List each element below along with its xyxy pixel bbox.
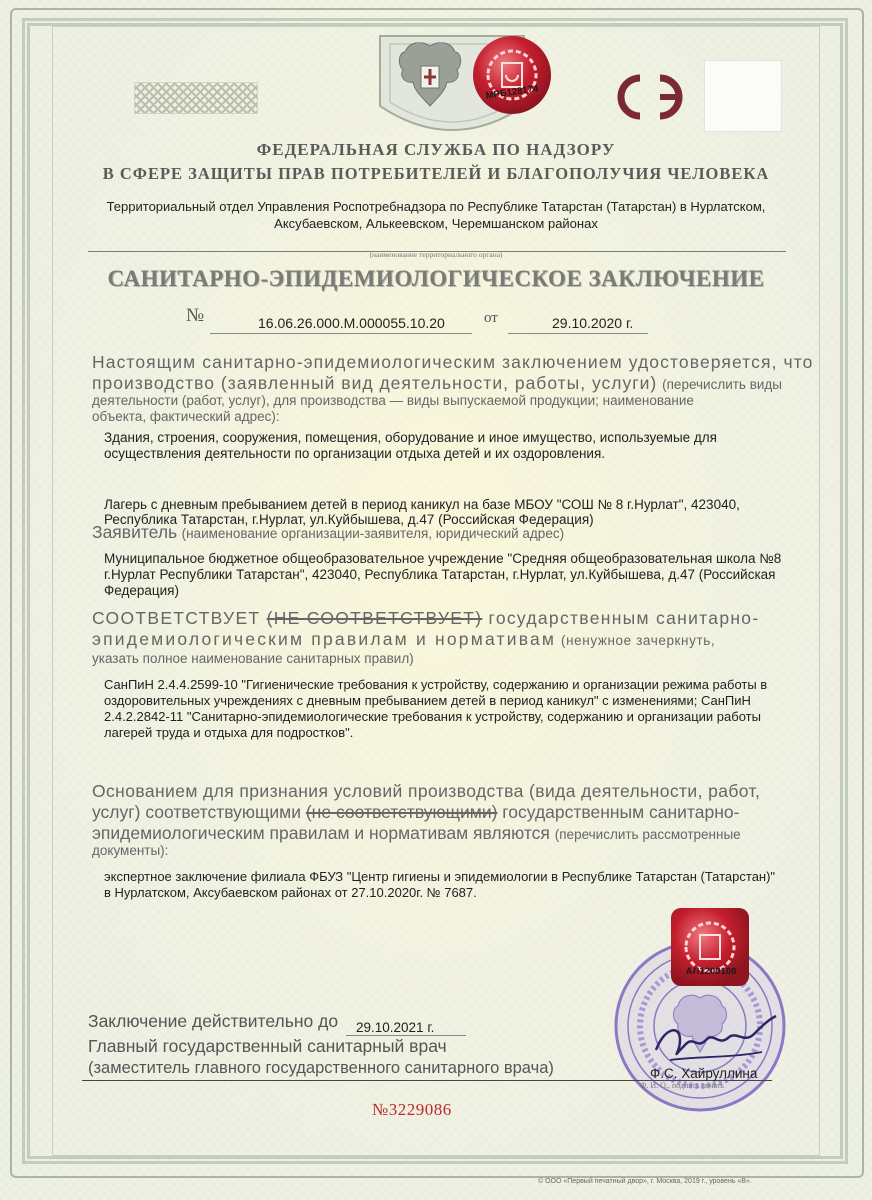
activity-line-1: Здания, строения, сооружения, помещения, оборудование и иное имущество, используемые для — [104, 430, 717, 445]
date-underline — [508, 333, 648, 334]
basis-line-1: Основанием для признания условий производства (вида деятельности, работ, — [92, 781, 761, 801]
header-line-2: В СФЕРЕ ЗАЩИТЫ ПРАВ ПОТРЕБИТЕЛЕЙ И БЛАГОПОЛУЧИЯ ЧЕЛОВЕКА — [102, 164, 770, 183]
organ-line-1: Территориальный отдел Управления Роспотребнадзора по Республике Татарстан (Татарстан) в Нурлатском, — [106, 199, 766, 214]
applicant-line-2: г.Нурлат Республики Татарстан", 423040, Республика Татарстан, г.Нурлат, ул.Куйбышева, д.47 (Российская — [104, 567, 776, 582]
conformity-line-2-main: эпидемиологическим правилам и нормативам — [92, 629, 557, 649]
certificate-number: 16.06.26.000.М.000055.10.20 — [258, 315, 445, 331]
signature-icon — [650, 1010, 780, 1070]
basis-document-2: в Нурлатском, Аксубаевском районах от 27.10.2020г. № 7687. — [104, 885, 477, 900]
basis-line-2-b: государственным санитарно- — [502, 802, 740, 822]
certify-line-2-hint: (перечислить виды — [662, 377, 783, 392]
basis-line-2-a: услуг) соответствующими — [92, 802, 301, 822]
rules-line-2: оздоровительных учреждениях с дневным пребыванием детей в период каникул" с изменениями; СанПиН — [104, 693, 751, 708]
conformity-line-1 — [92, 608, 759, 629]
hologram-icon — [470, 33, 554, 117]
certify-line-2 — [92, 373, 782, 395]
not-complies-status: (НЕ СООТВЕТСТВУЕТ) — [266, 608, 483, 628]
signer-name: Ф.С. Хайруллина — [650, 1066, 758, 1081]
conformity-rest: государственным санитарно- — [488, 608, 760, 628]
validity-date: 29.10.2021 г. — [356, 1020, 435, 1035]
basis-line-2 — [92, 802, 739, 823]
object-line-1: Лагерь с дневным пребыванием детей в период каникул на базе МБОУ "СОШ № 8 г.Нурлат", 423040, — [104, 497, 740, 512]
object-line-2: Республика Татарстан, г.Нурлат, ул.Куйбышева, д.47 (Российская Федерация) — [104, 512, 594, 527]
certificate-date: 29.10.2020 г. — [552, 315, 634, 331]
signer-line-1: Главный государственный санитарный врач — [88, 1036, 447, 1056]
date-label: от — [484, 310, 498, 326]
certify-line-4: объекта, фактический адрес): — [92, 409, 280, 424]
signer-caption: Ф. И. О., подпись печать — [640, 1081, 724, 1090]
certify-line-3: деятельности (работ, услуг), для производства — виды выпускаемой продукции; наименование — [92, 393, 694, 408]
complies-status: СООТВЕТСТВУЕТ — [92, 608, 261, 628]
ornament-pattern — [134, 82, 258, 114]
certify-line-1: Настоящим санитарно-эпидемиологическим заключением удостоверяется, что — [92, 352, 814, 372]
rules-line-1: СанПиН 2.4.4.2599-10 "Гигиенические требования к устройству, содержанию и организации режима работы в — [104, 677, 768, 692]
double-headed-eagle-icon — [395, 36, 465, 116]
basis-line-3-main: эпидемиологическим правилам и нормативам являются — [92, 823, 550, 843]
certify-line-2-main: производство (заявленный вид деятельности, работы, услуги) — [92, 373, 658, 393]
number-label: № — [186, 305, 205, 326]
applicant-label: Заявитель — [92, 522, 178, 542]
applicant-hint: (наименование организации-заявителя, юридический адрес) — [181, 526, 565, 541]
header-line-1: ФЕДЕРАЛЬНАЯ СЛУЖБА ПО НАДЗОРУ — [256, 140, 616, 159]
organ-line-2: Аксубаевском, Алькеевском, Черемшанском районах — [274, 216, 598, 231]
number-underline — [210, 333, 472, 334]
validity-label: Заключение действительно до — [88, 1011, 339, 1031]
hologram-code: МРБ128174 — [485, 83, 539, 102]
document-title: САНИТАРНО-ЭПИДЕМИОЛОГИЧЕСКОЕ ЗАКЛЮЧЕНИЕ — [107, 266, 765, 291]
conformity-hint-1: (ненужное зачеркнуть, — [561, 633, 716, 648]
basis-line-4: документы): — [92, 843, 169, 858]
applicant-row — [92, 522, 564, 543]
rules-line-3: 2.4.2.2842-11 "Санитарно-эпидемиологические требования к устройству, содержанию и организации работы — [104, 709, 761, 724]
corner-hologram-patch — [704, 60, 782, 132]
serial-number: №3229086 — [372, 1100, 452, 1119]
basis-line-3-hint: (перечислить рассмотренные — [554, 827, 741, 842]
applicant-line-1: Муниципальное бюджетное общеобразовательное учреждение "Средняя общеобразовательная школа №8 — [104, 551, 782, 566]
conformity-hint-2: указать полное наименование санитарных правил) — [92, 651, 414, 666]
basis-line-2-struck: (не соответствующими) — [305, 802, 498, 822]
applicant-line-3: Федерация) — [104, 583, 179, 598]
printer-footer: © ООО «Первый печатный двор», г. Москва, 2019 г., уровень «В». — [538, 1178, 752, 1185]
signature-hologram-code: АЛ1200108 — [685, 966, 737, 977]
organ-caption: (наименование территориального органа) — [369, 250, 503, 259]
signer-line-2: (заместитель главного государственного санитарного врача) — [88, 1059, 554, 1077]
basis-line-3 — [92, 823, 741, 845]
se-logo-icon — [612, 72, 690, 122]
activity-line-2: осуществления деятельности по организации отдыха детей и их оздоровления. — [104, 446, 606, 461]
rules-line-4: лагерей труда и отдыха для подростков". — [104, 725, 354, 740]
conformity-line-2 — [92, 629, 715, 651]
basis-document-1: экспертное заключение филиала ФБУЗ "Центр гигиены и эпидемиологии в Республике Татарстан (Татарстан)" — [104, 869, 776, 884]
